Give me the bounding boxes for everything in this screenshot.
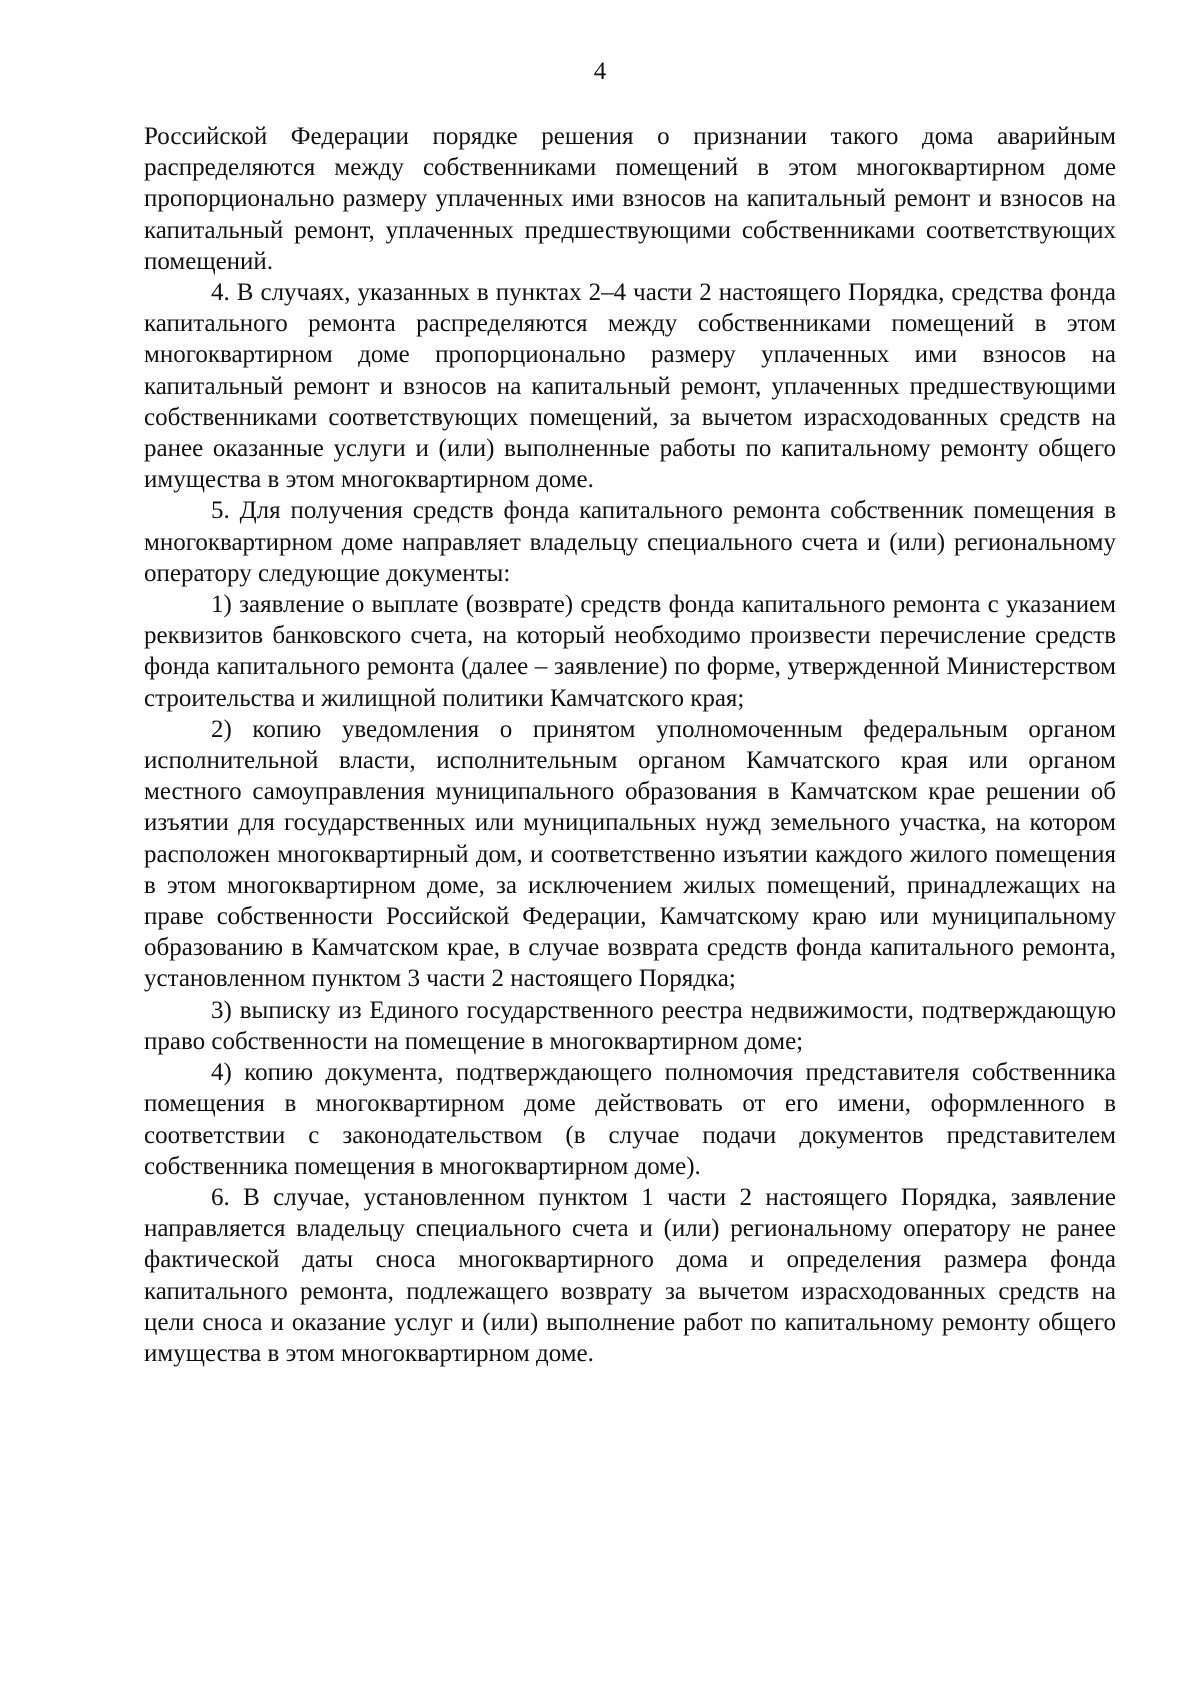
- document-body: [144, 121, 1116, 1369]
- paragraph-subitem-1: 1) заявление о выплате (возврате) средств фонда капитального ремонта с указанием реквизитов банковского счета, на который необходимо произвести перечисление средств фонда капитального ремонта (далее – заявление) по форме, утвержденной Министерством строительства и жилищной политики Камчатского края;: [144, 591, 1116, 712]
- paragraph-item-4: 4. В случаях, указанных в пунктах 2–4 части 2 настоящего Порядка, средства фонда капитального ремонта распределяются между собственниками помещений в этом многоквартирном доме пропорционально размеру уплаченных ими взносов на капитальный ремонт и взносов на капитальный ремонт, уплаченных предшествующими собственниками соответствующих помещений, за вычетом израсходованных средств на ранее оказанные услуги и (или) выполненные работы по капитальному ремонту общего имущества в этом многоквартирном доме.: [144, 279, 1116, 494]
- page-number: 4: [593, 58, 607, 85]
- paragraph-subitem-3: 3) выписку из Единого государственного реестра недвижимости, подтверждающую право собственности на помещение в многоквартирном доме;: [144, 996, 1116, 1055]
- paragraph-item-6: 6. В случае, установленном пунктом 1 части 2 настоящего Порядка, заявление направляется владельцу специального счета и (или) региональному оператору не ранее фактической даты сноса многоквартирного дома и определения размера фонда капитального ремонта, подлежащего возврату за вычетом израсходованных средств на цели сноса и оказание услуг и (или) выполнение работ по капитальному ремонту общего имущества в этом многоквартирном доме.: [144, 1183, 1116, 1367]
- paragraph-continuation: Российской Федерации порядке решения о признании такого дома аварийным распределяются между собственниками помещений в этом многоквартирном доме пропорционально размеру уплаченных ими взносов на капитальный ремонт и взносов на капитальный ремонт, уплаченных предшествующими собственниками соответствующих помещений.: [144, 123, 1116, 275]
- paragraph-item-5: 5. Для получения средств фонда капитального ремонта собственник помещения в многоквартирном доме направляет владельцу специального счета и (или) региональному оператору следующие документы:: [144, 497, 1116, 587]
- paragraph-subitem-4: 4) копию документа, подтверждающего полномочия представителя собственника помещения в многоквартирном доме действовать от его имени, оформленного в соответствии с законодательством (в случае подачи документов представителем собственника помещения в многоквартирном доме).: [144, 1059, 1116, 1180]
- paragraph-subitem-2: 2) копию уведомления о принятом уполномоченным федеральным органом исполнительной власти, исполнительным органом Камчатского края или органом местного самоуправления муниципального образования в Камчатском крае решении об изъятии для государственных или муниципальных нужд земельного участка, на котором расположен многоквартирный дом, и соответственно изъятии каждого жилого помещения в этом многоквартирном доме, за исключением жилых помещений, принадлежащих на праве собственности Российской Федерации, Камчатскому краю или муниципальному образованию в Камчатском крае, в случае возврата средств фонда капитального ремонта, установленном пунктом 3 части 2 настоящего Порядка;: [144, 715, 1116, 993]
